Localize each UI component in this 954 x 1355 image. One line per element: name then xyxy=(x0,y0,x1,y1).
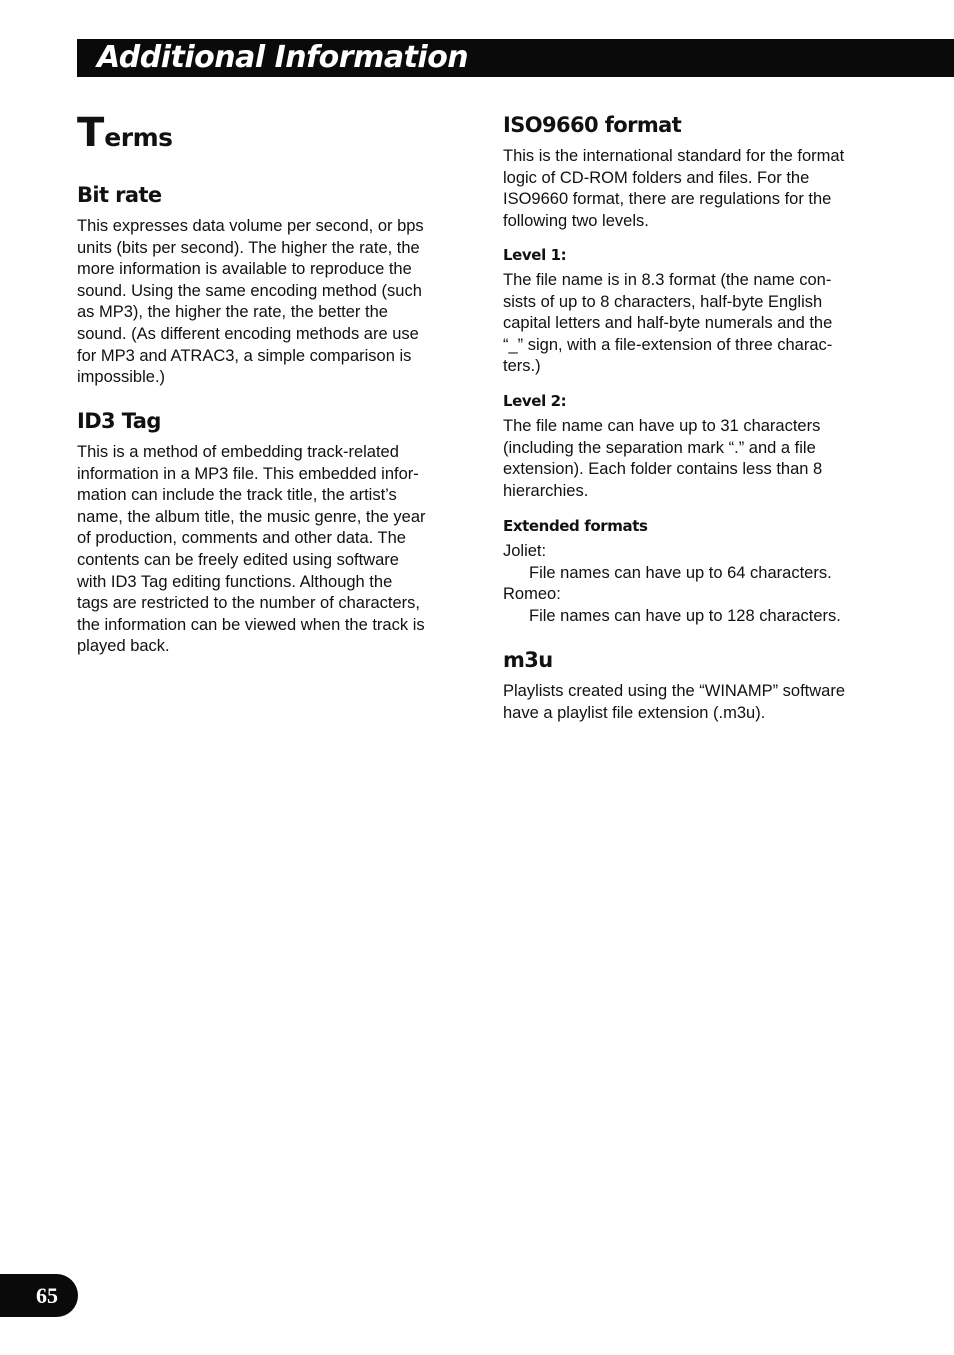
text-line: more information is available to reproduce the xyxy=(77,260,412,279)
text-line: hierarchies. xyxy=(503,481,589,500)
header-bar xyxy=(77,39,954,77)
bit-rate-heading: Bit rate xyxy=(77,183,162,207)
text-line: as MP3), the higher the rate, the better the xyxy=(77,303,388,322)
level-1-heading: Level 1: xyxy=(503,246,567,264)
id3-tag-heading: ID3 Tag xyxy=(77,409,161,433)
text-line: following two levels. xyxy=(503,211,649,230)
text-line: (including the separation mark “.” and a file xyxy=(503,438,816,457)
text-line: tags are restricted to the number of characters, xyxy=(77,594,420,613)
joliet-label: Joliet: xyxy=(503,542,547,560)
text-line: mation can include the track title, the artist’s xyxy=(77,486,397,505)
text-line: name, the album title, the music genre, the year xyxy=(77,507,426,526)
romeo-text: File names can have up to 128 characters. xyxy=(529,606,841,625)
header-title: Additional Information xyxy=(97,40,469,75)
text-line: impossible.) xyxy=(77,368,166,387)
page-title xyxy=(77,110,173,156)
text-line: sound. (As different encoding methods are use xyxy=(77,324,419,343)
text-line: the information can be viewed when the track is xyxy=(77,615,425,634)
text-line: This is the international standard for the format xyxy=(503,147,845,165)
text-line: The file name is in 8.3 format (the name con- xyxy=(503,271,832,289)
text-line: capital letters and half-byte numerals and the xyxy=(503,314,833,333)
text-line: sists of up to 8 characters, half-byte English xyxy=(503,292,823,311)
id3-tag-text xyxy=(77,442,426,658)
text-line: The file name can have up to 31 characters xyxy=(503,417,821,435)
extended-formats-heading: Extended formats xyxy=(503,517,648,535)
iso9660-text xyxy=(503,146,844,232)
page-title-initial: T xyxy=(77,110,105,156)
text-line: ters.) xyxy=(503,357,541,376)
text-line: played back. xyxy=(77,637,170,656)
m3u-text xyxy=(503,681,845,724)
text-line: for MP3 and ATRAC3, a simple comparison is xyxy=(77,346,412,365)
extended-formats-text xyxy=(503,541,841,627)
text-line: sound. Using the same encoding method (such xyxy=(77,281,422,300)
text-line: This is a method of embedding track-related xyxy=(77,443,399,461)
text-line: extension). Each folder contains less than 8 xyxy=(503,460,823,479)
text-line: ISO9660 format, there are regulations for the xyxy=(503,190,832,209)
romeo-label: Romeo: xyxy=(503,585,561,604)
text-line: information in a MP3 file. This embedded infor- xyxy=(77,464,419,483)
text-line: “_” sign, with a file-extension of three charac- xyxy=(503,335,833,354)
page-title-rest: erms xyxy=(104,123,173,152)
level-1-text xyxy=(503,270,832,378)
text-line: This expresses data volume per second, or bps xyxy=(77,217,424,235)
joliet-text: File names can have up to 64 characters. xyxy=(529,563,832,582)
level-2-heading: Level 2: xyxy=(503,392,567,410)
bit-rate-text xyxy=(77,216,424,389)
text-line: Playlists created using the “WINAMP” software xyxy=(503,682,846,700)
text-line: logic of CD-ROM folders and files. For the xyxy=(503,168,810,187)
text-line: have a playlist file extension (.m3u). xyxy=(503,703,766,722)
text-line: units (bits per second). The higher the rate, the xyxy=(77,238,420,257)
m3u-heading: m3u xyxy=(503,648,553,672)
text-line: with ID3 Tag editing functions. Although the xyxy=(77,572,393,591)
page-number-tab xyxy=(0,1274,78,1317)
level-2-text xyxy=(503,416,822,502)
text-line: of production, comments and other data. The xyxy=(77,529,406,548)
text-line: contents can be freely edited using software xyxy=(77,550,399,569)
iso9660-heading: ISO9660 format xyxy=(503,113,682,137)
page-number: 65 xyxy=(36,1283,58,1308)
